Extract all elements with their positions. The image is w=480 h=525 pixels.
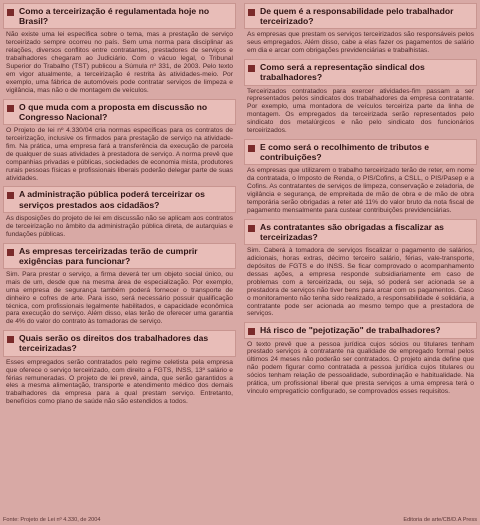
qa-block — [244, 219, 477, 319]
answer-text: Sim. Caberá à tomadora de serviços fiscalizar o pagamento de salários, adicionais, horas extras, décimo terceiro salário, férias, vale-transporte, depósitos de FGTS e do INSS. Se ficar comprovado o acompanhamento dessas ações, a empresa responde subsidiariamente em caso de problemas com a terceirizada, ou seja, só poderá ser acionada se a prestadora de serviços não tiver bens para arcar com os pagamentos. Caso o monitoramento não tenha sido realizado, a responsabilidade é solidária, a contratante pode ser acionada ao mesmo tempo que a prestadora de serviços. — [247, 247, 474, 318]
question-header — [244, 219, 477, 245]
answer-text: O texto prevê que a pessoa jurídica cujos sócios ou titulares tenham prestado serviços à contratante na qualidade de empregado formal pelos últimos 24 meses não poderão ser contratados. O projeto ainda define que não podem figurar como contratada a pessoa jurídica cujos titulares ou sócios tenham relação de pessoalidade, subordinação e habitualidade. Na prática, um profissional liberal que presta serviços a uma empresa terá o vínculo empregatício configurado, se comprovados esses requisitos. — [247, 340, 474, 396]
question-text: Há risco de "pejotização" de trabalhadores? — [260, 325, 441, 336]
question-text: E como será o recolhimento de tributos e contribuições? — [260, 141, 430, 163]
square-bullet-icon — [248, 65, 255, 72]
question-text: O que muda com a proposta em discussão no Congresso Nacional? — [19, 101, 208, 122]
qa-block — [244, 322, 477, 396]
square-bullet-icon — [7, 105, 14, 112]
art-credit: Editoria de arte/CB/D.A Press — [403, 517, 477, 523]
qa-block — [3, 243, 236, 327]
question-header — [3, 330, 236, 356]
qa-block — [244, 59, 477, 135]
square-bullet-icon — [7, 192, 14, 199]
answer-text: As empresas que prestam os serviços terceirizados são responsáveis pelos seus empregados. Além disso, cabe a elas fazer os pagamentos de salário em dia e arcar com obrigações previdenciárias e trabalhistas. — [247, 31, 474, 55]
question-text: De quem é a responsabilidade pelo trabalhador terceirizado? — [260, 6, 454, 27]
square-bullet-icon — [7, 9, 14, 16]
answer-text: As empresas que utilizarem o trabalho terceirizado terão de reter, em nome da contratada, o Imposto de Renda, o PIS/Cofins, a CSLL, o PIS/Pasep e a Cofins. As contratantes de serviços de limpeza, conservação e zeladoria, de vigilância e segurança, de empreitada de mão de obra e de mão de obra temporária serão obrigadas a reter até 11% do valor bruto da nota fiscal de pagamento mensalmente para custear contribuições previdenciárias. — [247, 167, 474, 214]
qa-block — [244, 139, 477, 215]
question-text: As empresas terceirizadas terão de cumprir exigências para funcionar? — [19, 245, 198, 266]
right-column — [244, 3, 477, 400]
question-text: As contratantes são obrigadas a fiscalizar as terceirizadas? — [260, 221, 444, 243]
question-text: A administração pública poderá terceirizar os serviços prestados aos cidadãos? — [19, 189, 205, 210]
question-header — [244, 139, 477, 165]
question-text: Quais serão os direitos dos trabalhadores das terceirizadas? — [19, 333, 209, 354]
answer-text: Sim. Para prestar o serviço, a firma deverá ter um objeto social único, ou mais de um, desde que na mesma área de especialização. Por exemplo, uma empresa de segurança também poderá fornecer o transporte de dinheiro e cofres de arte. Para isso, será necessário possuir qualificação técnica, com profissionais legalmente habilitados, e capacidade econômica para execução do serviço. Além disso, elas terão de oferecer uma garantia de 4% do valor do contrato às tomadoras de serviço. — [6, 270, 233, 326]
question-text: Como a terceirização é regulamentada hoje no Brasil? — [19, 6, 210, 27]
answer-text: O Projeto de lei nº 4.330/04 cria normas específicas para os contratos de terceirização, inclusive os firmados para prestação de serviço na atividade-fim. Na prática, uma empresa fará a transferência da execução de parcela de qualquer de suas atividades à prestadora de serviço. A norma prevê que companhias privadas e públicas, sociedades de economia mista, produtores rurais pessoas físicas e profissionais liberais poderão delegar parte de suas atividades. — [6, 127, 233, 182]
answer-text: Esses empregados serão contratados pelo regime celetista pela empresa que oferece o serviço terceirizado, com direito a FGTS, INSS, 13º salário e férias remuneradas. O projeto de lei prevê, ainda, que serão garantidos a eles a mesma alimentação, transporte e atendimento médico dos demais trabalhadores da empresa para a qual prestam serviço. Entretanto, benefícios como plano de saúde não são estendidos a todos. — [6, 358, 233, 406]
qa-block — [3, 3, 236, 95]
question-text: Como será a representação sindical dos trabalhadores? — [260, 62, 425, 83]
question-header — [3, 99, 236, 125]
question-header — [244, 59, 477, 85]
qa-block — [3, 330, 236, 406]
square-bullet-icon — [7, 336, 14, 343]
answer-text: As disposições do projeto de lei em discussão não se aplicam aos contratos de terceirização no âmbito da administração pública direta, de autarquias e fundações públicas. — [6, 214, 233, 238]
question-header — [3, 3, 236, 29]
qa-block — [3, 186, 236, 238]
square-bullet-icon — [248, 145, 255, 152]
answer-text: Terceirizados contratados para exercer atividades-fim passam a ser representados pelos sindicatos dos trabalhadores da empresa contratante. Por exemplo, uma montadora de veículos terceiriza parte da linha de montagem. Os empregados da terceirizada serão representados pelo sindicato dos metalúrgicos e não pelo sindicato dos funcionários terceirizados. — [247, 87, 474, 135]
qa-block — [244, 3, 477, 55]
qa-block — [3, 99, 236, 183]
square-bullet-icon — [248, 225, 255, 232]
square-bullet-icon — [7, 249, 14, 256]
left-column — [3, 3, 236, 410]
question-header — [244, 3, 477, 29]
question-header — [3, 186, 236, 212]
footer — [3, 517, 477, 523]
question-header — [244, 322, 477, 338]
answer-text: Não existe uma lei específica sobre o tema, mas a prestação de serviço terceirizado sempre ocorreu no país. Sem uma norma para disciplinar as relações, diversos conflitos entre contratantes, prestadores de serviços e trabalhadores chegaram ao Judiciário. Com o vácuo legal, o Tribunal Superior do Trabalho (TST) publicou a Súmula nº 331, de 2003. Pelo texto em vigor atualmente, a terceirização é restrita às atividades-meio. Por exemplo, uma fábrica de automóveis pode contratar serviços de limpeza e vigilância, mas não o de montagem de veículos. — [6, 31, 233, 94]
square-bullet-icon — [248, 328, 255, 335]
square-bullet-icon — [248, 9, 255, 16]
source-credit: Fonte: Projeto de Lei nº 4.330, de 2004 — [3, 517, 101, 523]
question-header — [3, 243, 236, 269]
